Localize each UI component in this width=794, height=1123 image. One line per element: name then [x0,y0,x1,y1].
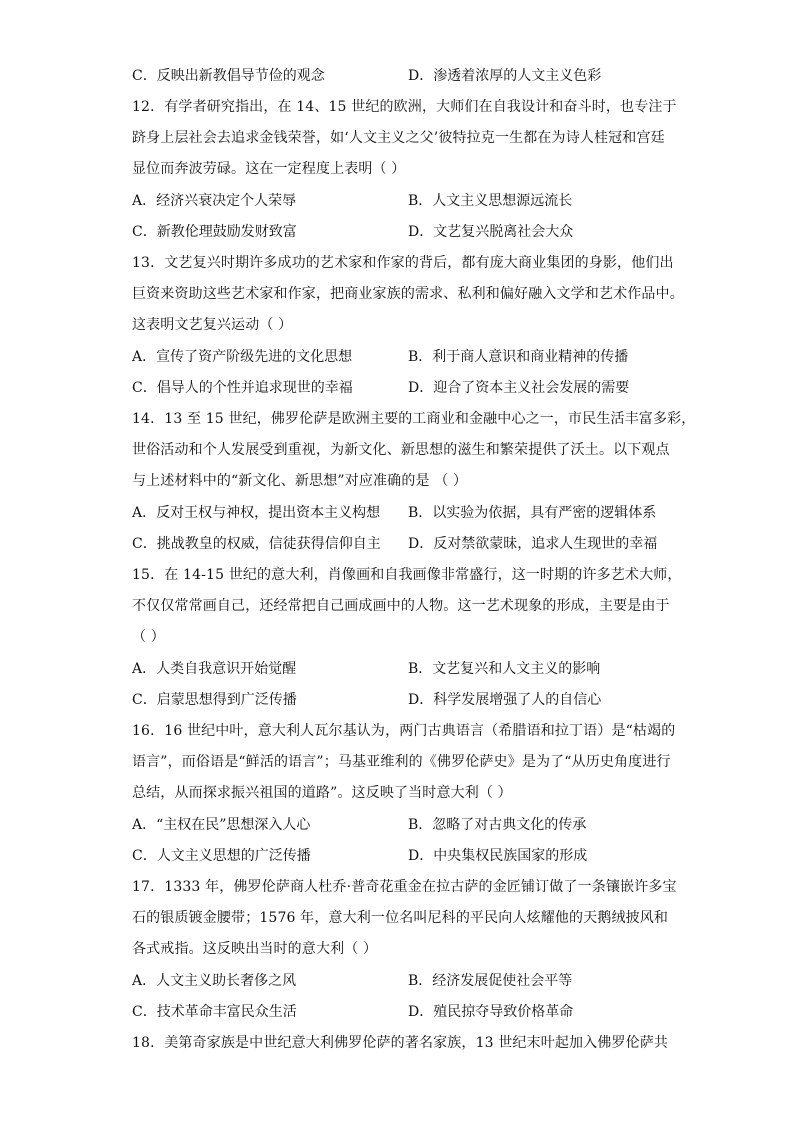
q12-line-2: 跻身上层社会去追求金钱荣誉，如‘人文主义之父’彼特拉克一生都在为诗人桂冠和宫廷 [132,130,665,146]
q14-options-row-1 [132,503,672,523]
q16-option-c[interactable]: C．人文主义思想的广泛传播 [132,848,311,864]
q15-option-c[interactable]: C．启蒙思想得到广泛传播 [132,692,297,708]
q16-line-1: 16．16 世纪中叶，意大利人瓦尔基认为，两门古典语言（希腊语和拉丁语）是“枯竭的 [132,723,676,739]
q15-line-2: 不仅仅常常画自己，还经常把自己画成画中的人物。这一艺术现象的形成，主要是由于 [132,598,670,614]
q14-options-row-2 [132,534,672,554]
q15-options-row-1 [132,659,672,679]
q12-options-row-1 [132,191,672,211]
q15-option-a[interactable]: A．人类自我意识开始觉醒 [132,661,297,677]
q13-line-3: 这表明文艺复兴运动（ ） [132,317,293,333]
q17-line-1: 17．1333 年，佛罗伦萨商人杜乔·普奇花重金在拉古萨的金匠铺订做了一条镶嵌许多宝 [132,879,677,895]
q14-line-1: 14．13 至 15 世纪，佛罗伦萨是欧洲主要的工商业和金融中心之一，市民生活丰富多彩， [132,411,696,427]
q12-option-b[interactable]: B．人文主义思想源远流长 [408,193,573,209]
q16-option-d[interactable]: D．中央集权民族国家的形成 [408,848,588,864]
q18-line-1: 18．美第奇家族是中世纪意大利佛罗伦萨的著名家族，13 世纪末叶起加入佛罗伦萨共 [132,1035,669,1051]
q17-option-c[interactable]: C．技术革命丰富民众生活 [132,1004,297,1020]
q15-option-d[interactable]: D．科学发展增强了人的自信心 [408,692,602,708]
q15-line-3: （ ） [132,629,165,645]
q13-line-1: 13．文艺复兴时期许多成功的艺术家和作家的背后，都有庞大商业集团的身影，他们出 [132,255,674,271]
q17-options-row-1 [132,971,672,991]
q14-line-2: 世俗活动和个人发展受到重视，为新文化、新思想的滋生和繁荣提供了沃土。以下观点 [132,442,670,458]
q16-options-row-1 [132,815,672,835]
q16-option-b[interactable]: B．忽略了对古典文化的传承 [408,817,587,833]
q12-line-3: 显位而奔波劳碌。这在一定程度上表明（ ） [132,161,406,177]
q14-option-a[interactable]: A．反对王权与神权，提出资本主义构想 [132,505,381,521]
q17-option-b[interactable]: B．经济发展促使社会平等 [408,973,573,989]
q13-line-2: 巨资来资助这些艺术家和作家，把商业家族的需求、私利和偏好融入文学和艺术作品中。 [132,286,684,302]
q14-option-c[interactable]: C．挑战教皇的权威，信徒获得信仰自主 [132,536,381,552]
q16-line-2: 语言”，而俗语是“鲜活的语言”；马基亚维利的《佛罗伦萨史》是为了“从历史角度进行 [132,754,671,770]
q13-option-b[interactable]: B．利于商人意识和商业精神的传播 [408,349,629,365]
q17-options-row-2 [132,1002,672,1022]
q13-options-row-1 [132,347,672,367]
q13-option-a[interactable]: A．宣传了资产阶级先进的文化思想 [132,349,353,365]
q14-line-3: 与上述材料中的“新文化、新思想”对应准确的是 （ ） [132,473,468,489]
q15-option-b[interactable]: B．文艺复兴和人文主义的影响 [408,661,601,677]
q17-line-2: 石的银质镀金腰带；1576 年，意大利一位名叫尼科的平民向人炫耀他的天鹅绒披风和 [132,910,669,926]
q16-option-a[interactable]: A．“主权在民”思想深入人心 [132,817,311,833]
q12-option-a[interactable]: A．经济兴衰决定个人荣辱 [132,193,297,209]
q15-options-row-2 [132,690,672,710]
q15-line-1: 15．在 14-15 世纪的意大利，肖像画和自我画像非常盛行，这一时期的许多艺术大师， [132,567,682,583]
q14-option-d[interactable]: D．反对禁欲蒙昧，追求人生现世的幸福 [408,536,658,552]
q12-options-row-2 [132,222,672,242]
q13-option-d[interactable]: D．迎合了资本主义社会发展的需要 [408,380,630,396]
prev-option-d: D．渗透着浓厚的人文主义色彩 [408,68,602,84]
q17-option-d[interactable]: D．殖民掠夺导致价格革命 [408,1004,574,1020]
prev-option-c: C．反映出新教倡导节俭的观念 [132,68,325,84]
prev-options-row [132,66,672,86]
q16-options-row-2 [132,846,672,866]
q14-option-b[interactable]: B．以实验为依据，具有严密的逻辑体系 [408,505,657,521]
q16-line-3: 总结，从而探求振兴祖国的道路”。这反映了当时意大利（ ） [132,785,512,801]
q12-option-c[interactable]: C．新教伦理鼓励发财致富 [132,224,297,240]
q17-line-3: 各式戒指。这反映出当时的意大利（ ） [132,941,378,957]
q12-option-d[interactable]: D．文艺复兴脱离社会大众 [408,224,574,240]
q13-options-row-2 [132,378,672,398]
q13-option-c[interactable]: C．倡导人的个性并追求现世的幸福 [132,380,353,396]
q12-line-1: 12．有学者研究指出，在 14、15 世纪的欧洲，大师们在自我设计和奋斗时，也专注于 [132,99,677,115]
q17-option-a[interactable]: A．人文主义助长奢侈之风 [132,973,297,989]
